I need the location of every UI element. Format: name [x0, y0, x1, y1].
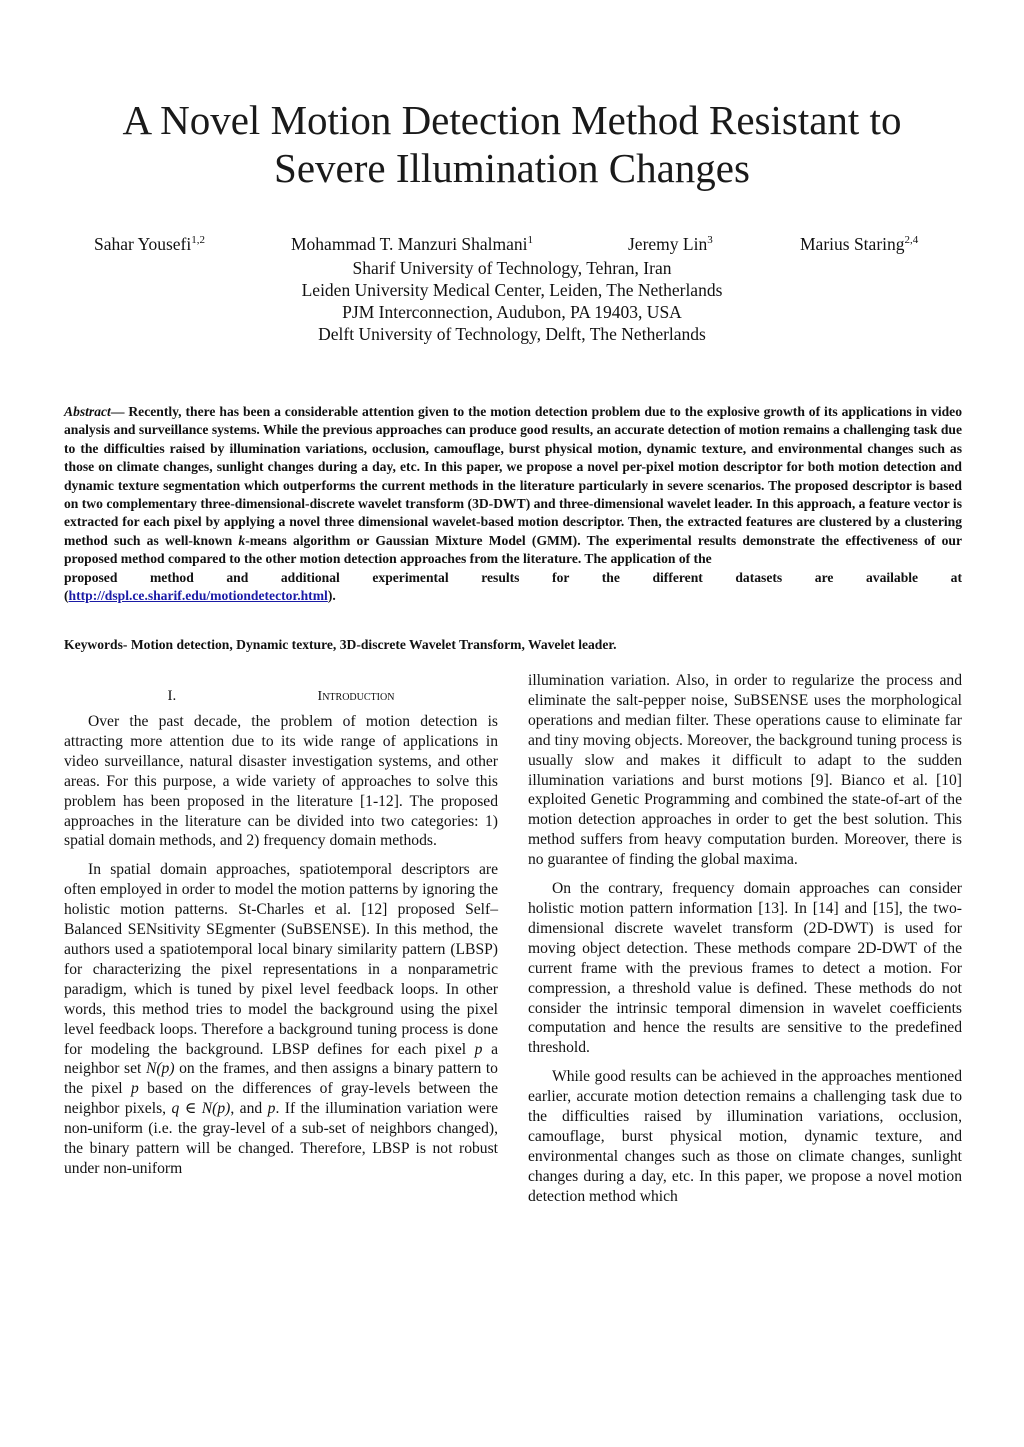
abstract-label: Abstract	[64, 404, 111, 419]
author-2: Mohammad T. Manzuri Shalmani$^1$	[291, 234, 534, 254]
keywords: Keywords- Motion detection, Dynamic texture, 3D-discrete Wavelet Transform, Wavelet leader.	[64, 637, 617, 652]
affiliation-2: Leiden University Medical Center, Leiden, The Netherlands	[301, 280, 723, 300]
section-heading	[64, 686, 498, 707]
section-number: I.	[167, 688, 177, 704]
author-4: Marius Staring$^{2,4}$	[800, 234, 919, 254]
abstract	[64, 403, 962, 605]
abstract-k: k	[238, 532, 246, 548]
intro-paragraph-2: In spatial domain approaches, spatiotemporal descriptors are often employed in order to model the motion patterns by ignoring the holistic motion patterns. St-Charles et al. [12] proposed Self–Balanced SENsitivity SEgmenter (SuBSENSE). In this method, the authors used a spatiotemporal local binary similarity pattern (LBSP) for characterizing the pixel representations in a nonparametric paradigm, which is tuned by pixel level feedback loops. In other words, this method tries to model the background using the pixel level feedback loops. Therefore a background tuning process is done for modeling the background. LBSP defines for each pixel p a neighbor set N(p) on the frames, and then assigns a binary pattern to the pixel p based on the differences of gray-levels between the neighbor pixels, q ∈ N(p), and p. If the illumination variation were non-uniform (i.e. the gray-level of a sub-set of neighbors changed), the binary pattern will be changed. Therefore, LBSP is not robust under non-uniform	[64, 861, 499, 1177]
link-close: ).	[327, 588, 336, 604]
author-1: Sahar Yousefi$^{1,2}$	[94, 234, 205, 254]
author-list	[0, 234, 1024, 258]
abstract-text-2: -means algorithm or Gaussian Mixture Model (GMM). The experimental results demonstrate the effectiveness of our proposed method compared to the other motion detection approaches from the literature. The application of the	[64, 532, 963, 567]
right-column	[528, 671, 962, 1216]
abstract-text: Recently, there has been a considerable attention given to the motion detection problem due to the explosive growth of its applications in video analysis and surveillance systems. While the previous approaches can produce good results, an accurate detection of motion remains a challenging task due to the difficulties raised by illumination variations, occlusion, camouflage, burst physical motion, dynamic texture, and environmental changes such as those on climate changes, sunlight changes during a day, etc. In this paper, we propose a novel per-pixel motion descriptor for both motion detection and dynamic texture segmentation which outperforms the current methods in the literature particularly in severe scenarios. The proposed descriptor is based on two complementary three-dimensional-discrete wavelet transform (3D-DWT) and three-dimensional wavelet leader. In this approach, a feature vector is extracted for each pixel by applying a novel three dimensional wavelet-based motion descriptor. Then, the extracted features are clustered by a clustering method such as well-known	[64, 404, 962, 548]
intro-paragraph-1: Over the past decade, the problem of motion detection is attracting more attention due to its wide range of applications in video surveillance, natural disaster investigation systems, and other areas. For this purpose, a wide variety of approaches to solve this problem has been proposed in the literature [1-12]. The proposed approaches in the literature can be divided into two categories: 1) spatial domain methods, and 2) frequency domain methods.	[64, 713, 498, 850]
affiliation-list	[0, 257, 1024, 345]
affiliation-1: Sharif University of Technology, Tehran, Iran	[352, 258, 672, 278]
link-open: (	[64, 588, 69, 604]
paper-title	[60, 96, 964, 192]
intro-paragraph-3: illumination variation. Also, in order to regularize the process and eliminate the salt-pepper noise, SuBSENSE uses the morphological operations and median filter. These operations cause to eliminate far and tiny moving objects. Moreover, the background tuning process is usually slow and makes it difficult to adapt to the sudden illumination variations and burst motions [9]. Bianco et al. [10] exploited Genetic Programming and combined the state-of-art of the motion detection approaches in order to get the best solution. This method suffers from heavy computation burden. Moreover, there is no guarantee of finding the global maxima.	[528, 672, 962, 869]
affiliation-4: Delft University of Technology, Delft, The Netherlands	[318, 324, 706, 344]
section-title: Introduction	[317, 689, 395, 704]
abstract-last-line: proposed method and additional experimental results for the different datasets are available at	[64, 569, 962, 585]
author-3: Jeremy Lin$^3$	[628, 234, 713, 254]
affiliation-3: PJM Interconnection, Audubon, PA 19403, USA	[342, 302, 682, 322]
title-line-1: A Novel Motion Detection Method Resistant to	[122, 97, 902, 143]
project-link[interactable]: http://dspl.ce.sharif.edu/motiondetector.html	[68, 588, 328, 604]
left-column	[64, 686, 498, 1188]
intro-paragraph-4: On the contrary, frequency domain approaches can consider holistic motion pattern information [13]. In [14] and [15], the two-dimensional discrete wavelet transform (2D-DWT) is used for moving object detection. These methods compare 2D-DWT of the current frame with the previous frames to detect a motion. For compression, a threshold value is defined. These methods do not consider the intrinsic temporal dimension in wavelet coefficients computation and hence the results are sensitive to the predefined threshold.	[528, 880, 962, 1057]
abstract-dash: —	[110, 404, 129, 419]
intro-paragraph-5: While good results can be achieved in the approaches mentioned earlier, accurate motion detection remains a challenging task due to the difficulties raised by illumination variations, occlusion, camouflage, burst physical motion, dynamic texture, and environmental changes such as those on climate changes, sunlight changes during a day, etc. In this paper, we propose a novel motion detection method which	[528, 1068, 962, 1205]
title-line-2: Severe Illumination Changes	[274, 145, 750, 191]
